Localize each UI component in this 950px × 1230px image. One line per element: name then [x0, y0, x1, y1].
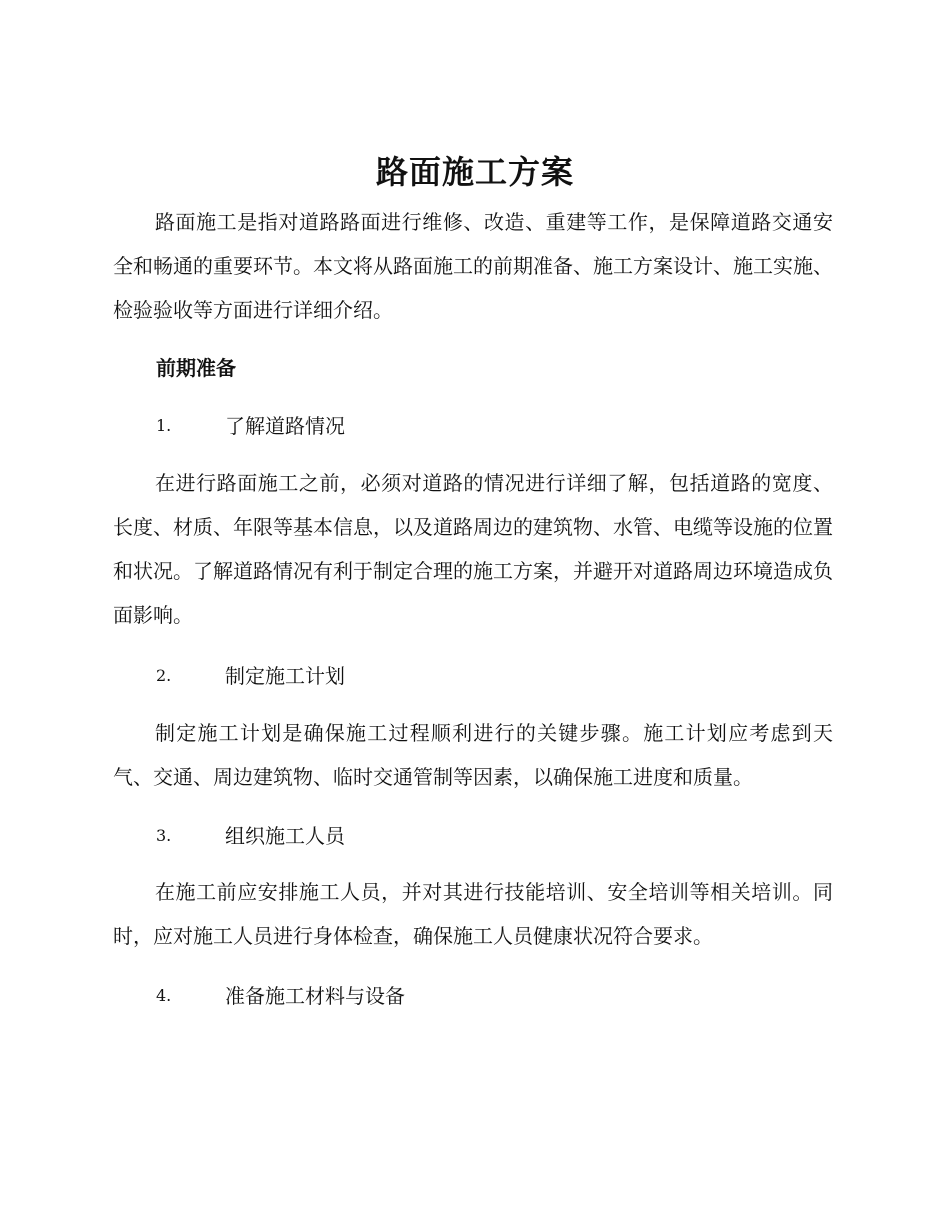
- item-3-paragraph: 在施工前应安排施工人员，并对其进行技能培训、安全培训等相关培训。同时，应对施工人员进行身体检查，确保施工人员健康状况符合要求。: [113, 880, 833, 948]
- document-title: 路面施工方案: [375, 153, 574, 191]
- list-item-title: 了解道路情况: [225, 414, 345, 438]
- list-item-title: 制定施工计划: [225, 664, 345, 688]
- list-item-3: [156, 821, 756, 851]
- list-item-title: 准备施工材料与设备: [225, 984, 405, 1008]
- item-2-paragraph: 制定施工计划是确保施工过程顺利进行的关键步骤。施工计划应考虑到天气、交通、周边建筑物、临时交通管制等因素，以确保施工进度和质量。: [113, 721, 833, 789]
- list-item-number: 1.: [156, 416, 172, 435]
- list-item-1: [156, 411, 756, 441]
- intro-paragraph: 路面施工是指对道路路面进行维修、改造、重建等工作，是保障道路交通安全和畅通的重要环节。本文将从路面施工的前期准备、施工方案设计、施工实施、检验验收等方面进行详细介绍。: [113, 210, 833, 322]
- list-item-title: 组织施工人员: [225, 824, 345, 848]
- list-item-number: 3.: [156, 826, 172, 845]
- list-item-number: 2.: [156, 666, 172, 685]
- list-item-4: [156, 981, 756, 1011]
- section-heading: 前期准备: [156, 356, 236, 380]
- item-1-paragraph: 在进行路面施工之前，必须对道路的情况进行详细了解，包括道路的宽度、长度、材质、年限等基本信息，以及道路周边的建筑物、水管、电缆等设施的位置和状况。了解道路情况有利于制定合理的施工方案，并避开对道路周边环境造成负面影响。: [113, 471, 833, 627]
- list-item-number: 4.: [156, 986, 172, 1005]
- list-item-2: [156, 661, 756, 691]
